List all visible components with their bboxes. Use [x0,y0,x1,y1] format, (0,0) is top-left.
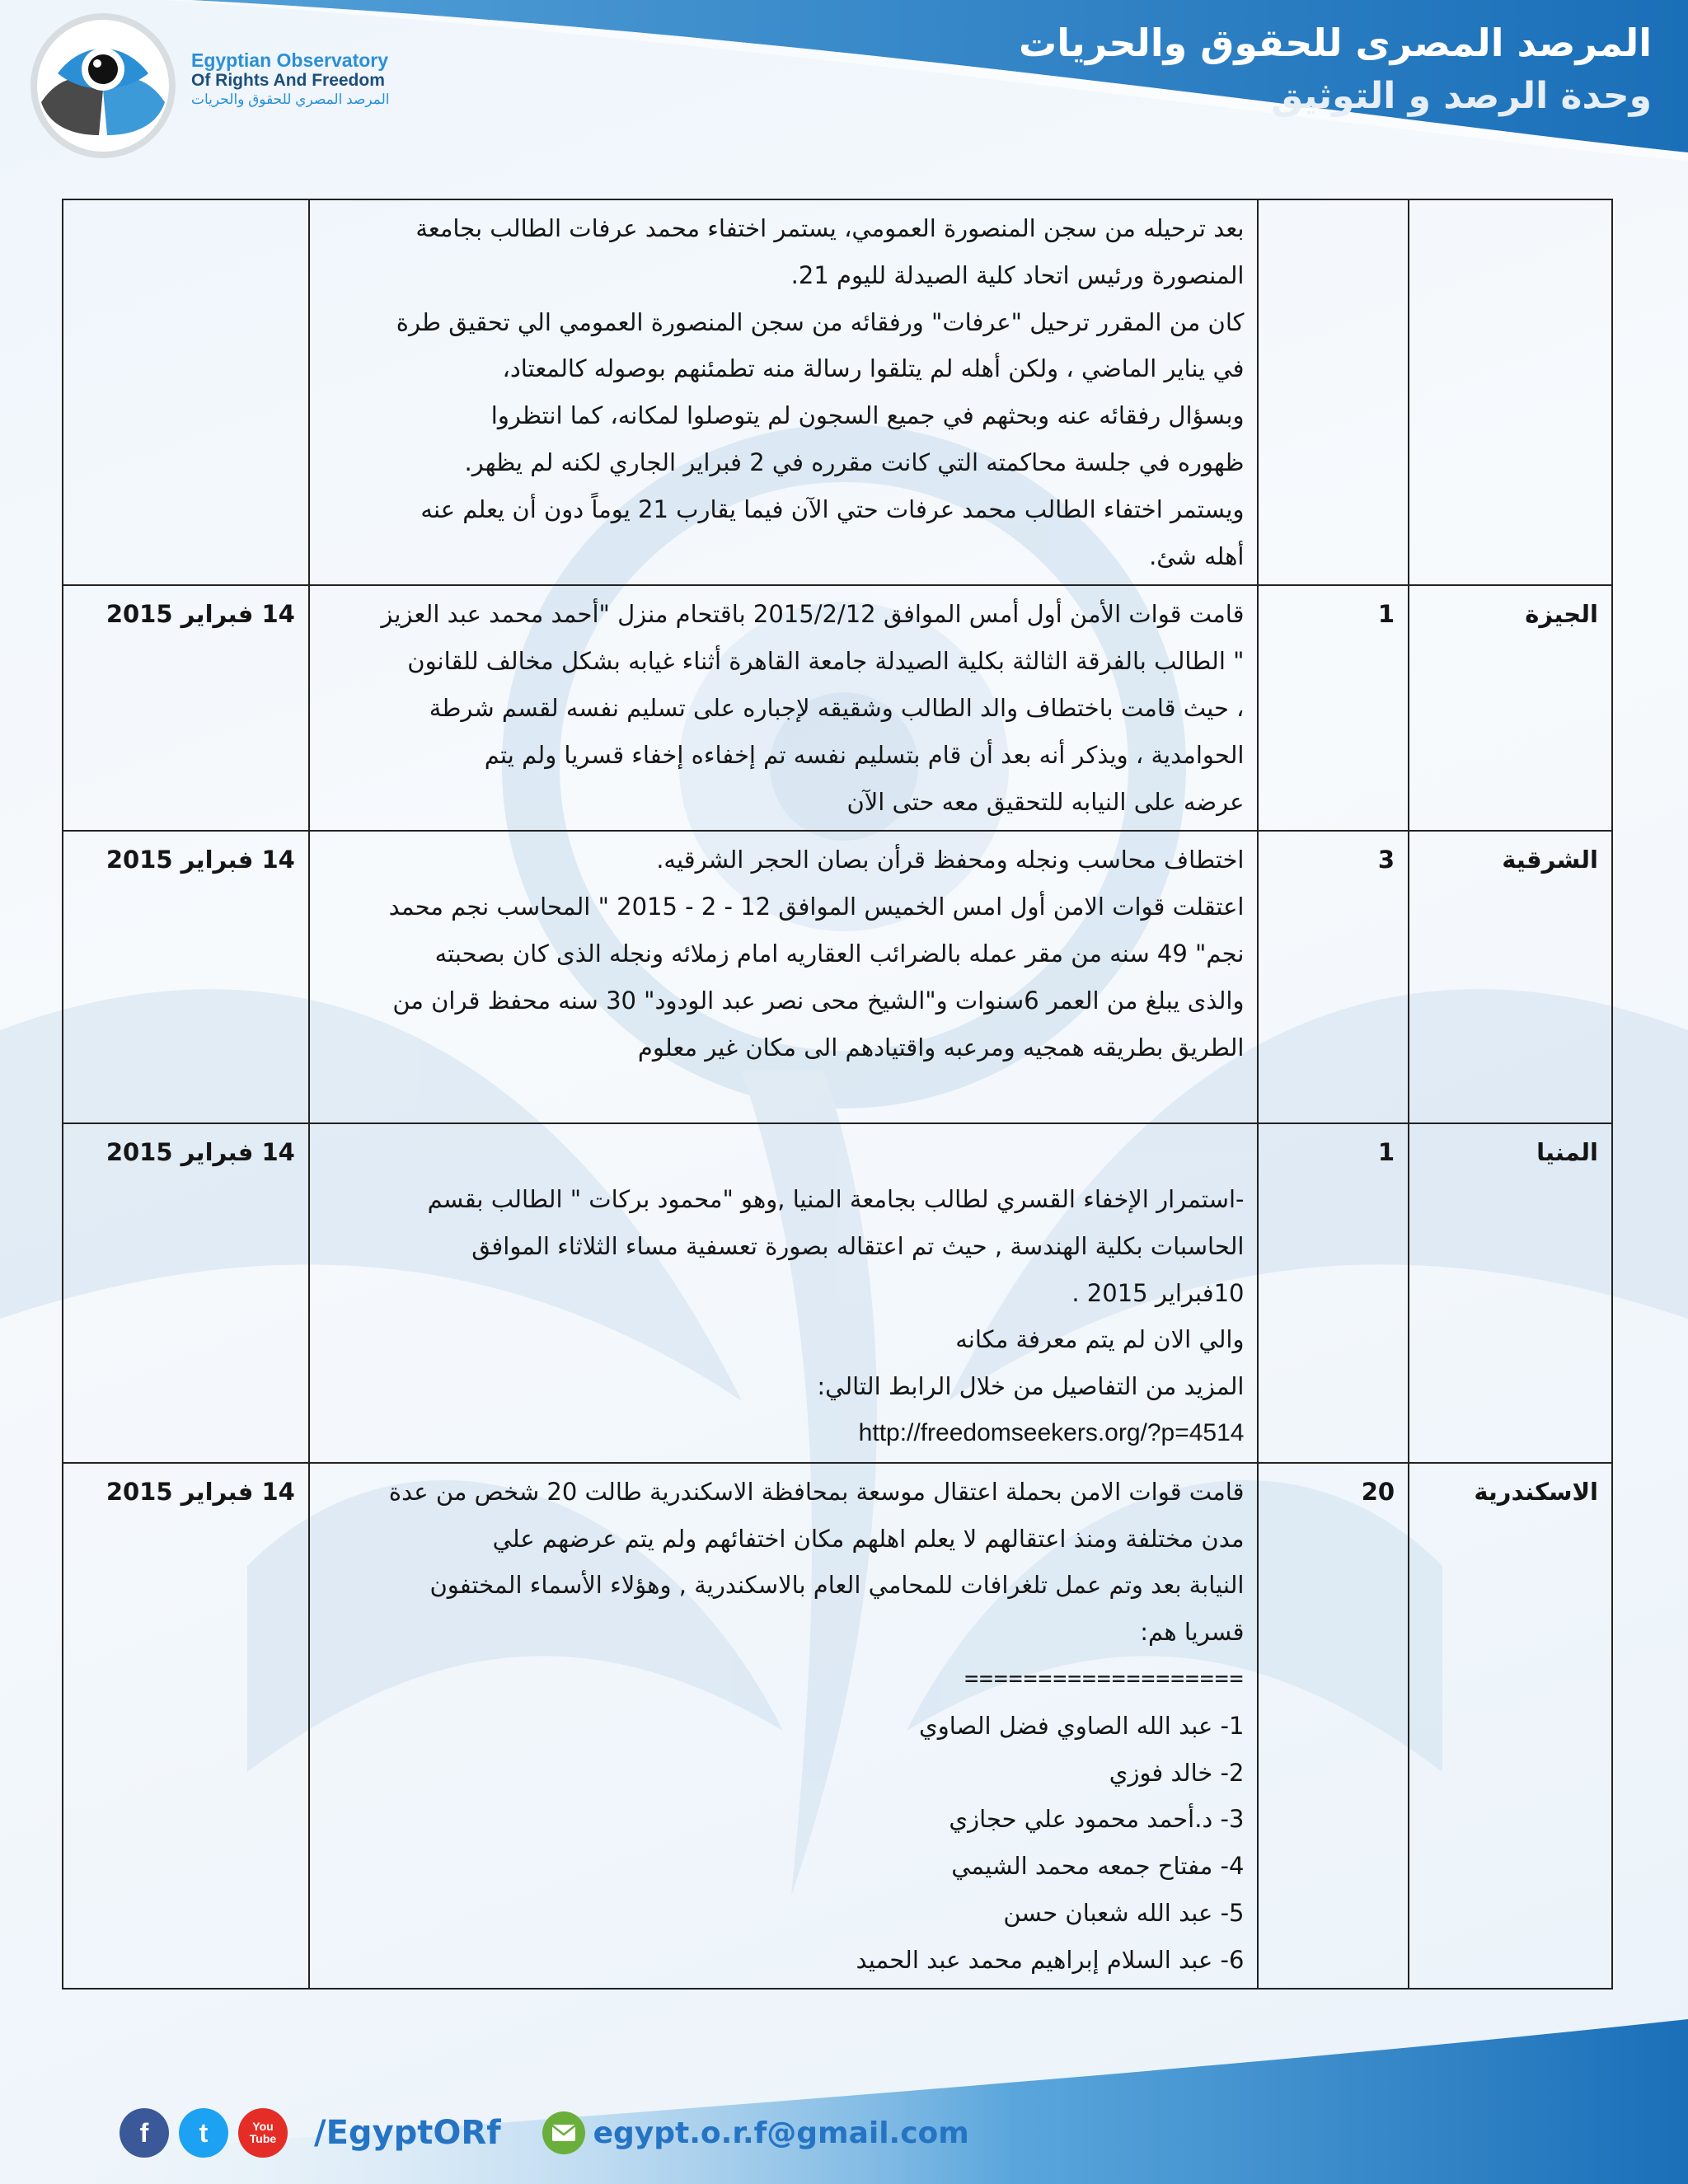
details-cell [309,585,1259,831]
details-line: 6- عبد السلام إبراهيم محمد عبد الحميد [856,1945,1245,1974]
disappearance-report-table [62,199,1613,1990]
eye-hands-logo-icon [25,12,181,160]
table-row [63,585,1612,831]
details-cell [309,199,1259,585]
date-cell: 14 فبراير 2015 [63,831,309,1123]
details-line: " الطالب بالفرقة الثالثة بكلية الصيدلة جامعة القاهرة أثناء غيابه بشكل مخالف للقانون [407,647,1245,676]
table-row [63,1463,1612,1990]
details-line: المزيد من التفاصيل من خلال الرابط التالي: [817,1372,1245,1401]
details-line: قامت قوات الأمن أول أمس الموافق 2015/2/12 باقتحام منزل "أحمد محمد عبد العزيز [381,600,1245,629]
logo-text [191,49,390,109]
governorate-cell [1409,199,1612,585]
email-link[interactable]: egypt.o.r.f@gmail.com [593,2116,969,2150]
governorate-cell: الجيزة [1409,585,1612,831]
details-line: -استمرار الإخفاء القسري لطالب بجامعة المنيا ,وهو "محمود بركات " الطالب بقسم [427,1184,1245,1213]
logo-name-en-line1: Egyptian Observatory [191,49,389,71]
details-line: اختطاف محاسب ونجله ومحفظ قرأن بصان الحجر الشرقيه. [656,846,1245,874]
header-subtitle: وحدة الرصد و التوثيق [1271,75,1652,117]
logo-name-en-line2: Of Rights And Freedom [191,71,385,90]
details-line: ، حيث قامت باختطاف والد الطالب وشقيقه لإجباره على تسليم نفسه لقسم شرطة [429,693,1245,722]
footer [120,2108,969,2158]
details-cell [309,831,1259,1123]
details-line: وبسؤال رفقائه عنه وبحثهم في جميع السجون لم يتوصلوا لمكانه، كما انتظروا [490,401,1245,430]
count-cell [1258,199,1409,585]
details-line: اعتقلت قوات الامن أول امس الخميس الموافق 12 - 2 - 2015 " المحاسب نجم محمد [388,893,1245,921]
mail-icon [542,2111,585,2154]
date-cell: 14 فبراير 2015 [63,585,309,831]
details-line: قسريا هم: [1140,1618,1245,1647]
details-line: نجم" 49 سنه من مقر عمله بالضرائب العقاريه امام زملائه ونجله الذى كان بصحبته [434,939,1245,968]
details-line [323,1071,1245,1118]
details-line: والي الان لم يتم معرفة مكانه [955,1325,1245,1354]
table-row [63,831,1612,1123]
details-cell [309,1463,1259,1990]
details-line: ظهوره في جلسة محاكمته التي كانت مقرره في 2 فبراير الجاري لكنه لم يظهر. [464,448,1245,476]
details-line: 5- عبد الله شعبان حسن [1003,1898,1245,1927]
table-row [63,1123,1612,1463]
details-line: بعد ترحيله من سجن المنصورة العمومي، يستمر اختفاء محمد عرفات الطالب بجامعة [415,214,1245,242]
governorate-cell: الشرقية [1409,831,1612,1123]
date-cell: 14 فبراير 2015 [63,1123,309,1463]
details-line [323,1129,1245,1176]
details-line: النيابة بعد وتم عمل تلغرافات للمحامي العام بالاسكندرية , وهؤلاء الأسماء المختفون [429,1571,1245,1600]
details-line: كان من المقرر ترحيل "عرفات" ورفقائه من سجن المنصورة العمومي الي تحقيق طرة [396,307,1245,336]
social-handle[interactable]: /EgyptORf [314,2114,501,2152]
details-line: 4- مفتاح جمعه محمد الشيمي [951,1852,1245,1881]
table-row [63,199,1612,585]
governorate-cell: المنيا [1409,1123,1612,1463]
details-line: قامت قوات الامن بحملة اعتقال موسعة بمحافظة الاسكندرية طالت 20 شخص من عدة [388,1477,1245,1506]
details-line: =================== [964,1664,1245,1692]
details-line: 1- عبد الله الصاوي فضل الصاوي [919,1711,1245,1740]
count-cell: 20 [1258,1463,1409,1990]
details-line: 10فبراير 2015 . [1071,1278,1245,1307]
details-line: الطريق بطريقه همجيه ومرعبه واقتيادهم الى مكان غير معلوم [637,1033,1245,1062]
youtube-icon[interactable]: You Tube [238,2108,288,2158]
details-line: المنصورة ورئيس اتحاد كلية الصيدلة لليوم 21. [790,260,1245,289]
details-line: في يناير الماضي ، ولكن أهله لم يتلقوا رسالة منه تطمئنهم بوصوله كالمعتاد، [502,354,1245,383]
count-cell: 1 [1258,1123,1409,1463]
details-line: ويستمر اختفاء الطالب محمد عرفات حتي الآن فيما يقارب 21 يوماً دون أن يعلم عنه [420,494,1245,523]
count-cell: 3 [1258,831,1409,1123]
facebook-icon[interactable]: f [120,2108,169,2158]
details-line: الحوامدية ، ويذكر أنه بعد أن قام بتسليم نفسه تم إخفاءه إخفاء قسريا ولم يتم [484,740,1245,769]
details-line: والذى يبلغ من العمر 6سنوات و"الشيخ محى نصر عبد الودود" 30 سنه محفظ قران من [392,986,1245,1015]
logo-name-ar: المرصد المصري للحقوق والحريات [191,91,390,107]
count-cell: 1 [1258,585,1409,831]
governorate-cell: الاسكندرية [1409,1463,1612,1990]
date-cell: 14 فبراير 2015 [63,1463,309,1990]
details-line: مدن مختلفة ومنذ اعتقالهم لا يعلم اهلهم مكان اختفائهم ولم يتم عرضهم علي [492,1524,1245,1553]
footer-band [0,2019,1688,2184]
header-title: المرصد المصرى للحقوق والحريات [1019,21,1652,65]
details-line: عرضه على النيابه للتحقيق معه حتى الآن [846,787,1245,816]
details-cell [309,1123,1259,1463]
date-cell [63,199,309,585]
twitter-icon[interactable]: t [179,2108,228,2158]
details-line: 3- د.أحمد محمود علي حجازي [949,1805,1245,1834]
details-line: أهله شئ. [1149,541,1245,570]
details-line[interactable]: http://freedomseekers.org/?p=4514 [858,1418,1245,1446]
details-line: الحاسبات بكلية الهندسة , حيث تم اعتقاله بصورة تعسفية مساء الثلاثاء الموافق [471,1231,1245,1260]
details-line: 2- خالد فوزي [1109,1758,1245,1787]
